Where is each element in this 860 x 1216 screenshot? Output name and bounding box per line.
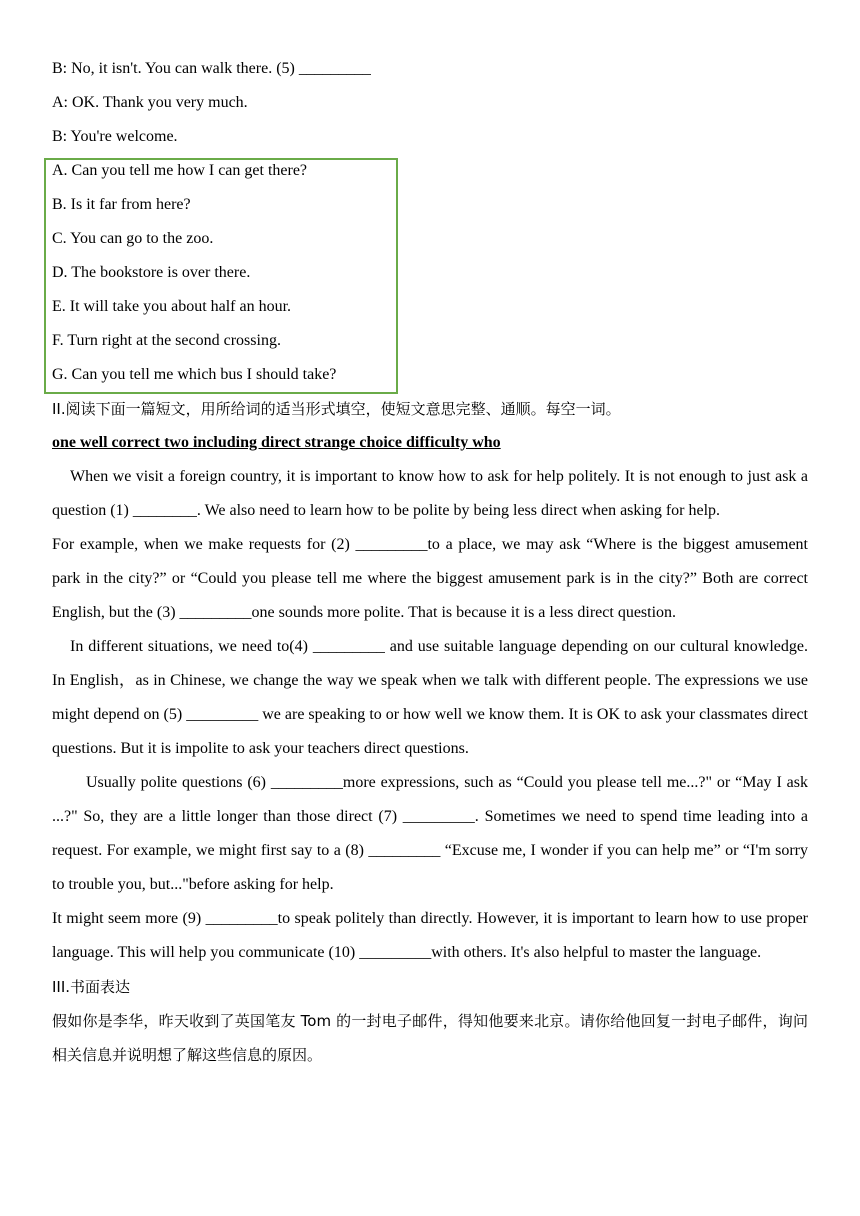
dialogue-line: A: OK. Thank you very much.: [52, 94, 248, 111]
passage-paragraph: When we visit a foreign country, it is important to know how to ask for help politely. It is not enough to just ask a question (1) ________. We also need to learn how to be polite by being less direct when asking for help.: [52, 468, 808, 519]
option-item: C. You can go to the zoo.: [52, 230, 214, 247]
word-bank: one well correct two including direct strange choice difficulty who: [52, 434, 501, 451]
options-list: [52, 154, 808, 392]
document-page: [52, 52, 808, 1072]
option-item: F. Turn right at the second crossing.: [52, 332, 281, 349]
option-item: B. Is it far from here?: [52, 196, 191, 213]
passage-paragraph: Usually polite questions (6) _________more expressions, such as “Could you please tell me...?" or “May I ask ...?" So, they are a little longer than those direct (7) _________. Sometimes we need to spend time leading into a request. For example, we might first say to a (8) _________ “Excuse me, I wonder if you can help me” or “I'm sorry to trouble you, but..."before asking for help.: [52, 774, 808, 893]
writing-prompt: 假如你是李华，昨天收到了英国笔友 Tom 的一封电子邮件，得知他要来北京。请你给他回复一封电子邮件，询问相关信息并说明想了解这些信息的原因。: [52, 1012, 808, 1064]
passage-paragraph: In different situations, we need to(4) _________ and use suitable language depending on our cultural knowledge. In English，as in Chinese, we change the way we speak when we talk with different people. The expressions we use might depend on (5) _________ we are speaking to or how well we know them. It is OK to ask your classmates direct questions. But it is impolite to ask your teachers direct questions.: [52, 638, 808, 757]
section-3-heading: III.书面表达: [52, 978, 131, 996]
option-item: G. Can you tell me which bus I should take?: [52, 366, 337, 383]
passage-paragraph: For example, when we make requests for (2) _________to a place, we may ask “Where is the biggest amusement park in the city?” or “Could you please tell me where the biggest amusement park is in the city?” Both are correct English, but the (3) _________one sounds more polite. That is because it is a less direct question.: [52, 536, 808, 621]
dialogue-line: B: No, it isn't. You can walk there. (5) _________: [52, 60, 371, 77]
option-item: E. It will take you about half an hour.: [52, 298, 292, 315]
section-2-heading: II.阅读下面一篇短文，用所给词的适当形式填空，使短文意思完整、通顺。每空一词。: [52, 400, 621, 418]
option-item: A. Can you tell me how I can get there?: [52, 162, 308, 179]
option-item: D. The bookstore is over there.: [52, 264, 251, 281]
dialogue-line: B: You're welcome.: [52, 128, 178, 145]
passage-paragraph: It might seem more (9) _________to speak politely than directly. However, it is important to learn how to use proper language. This will help you communicate (10) _________with others. It's also helpful to master the language.: [52, 910, 808, 961]
